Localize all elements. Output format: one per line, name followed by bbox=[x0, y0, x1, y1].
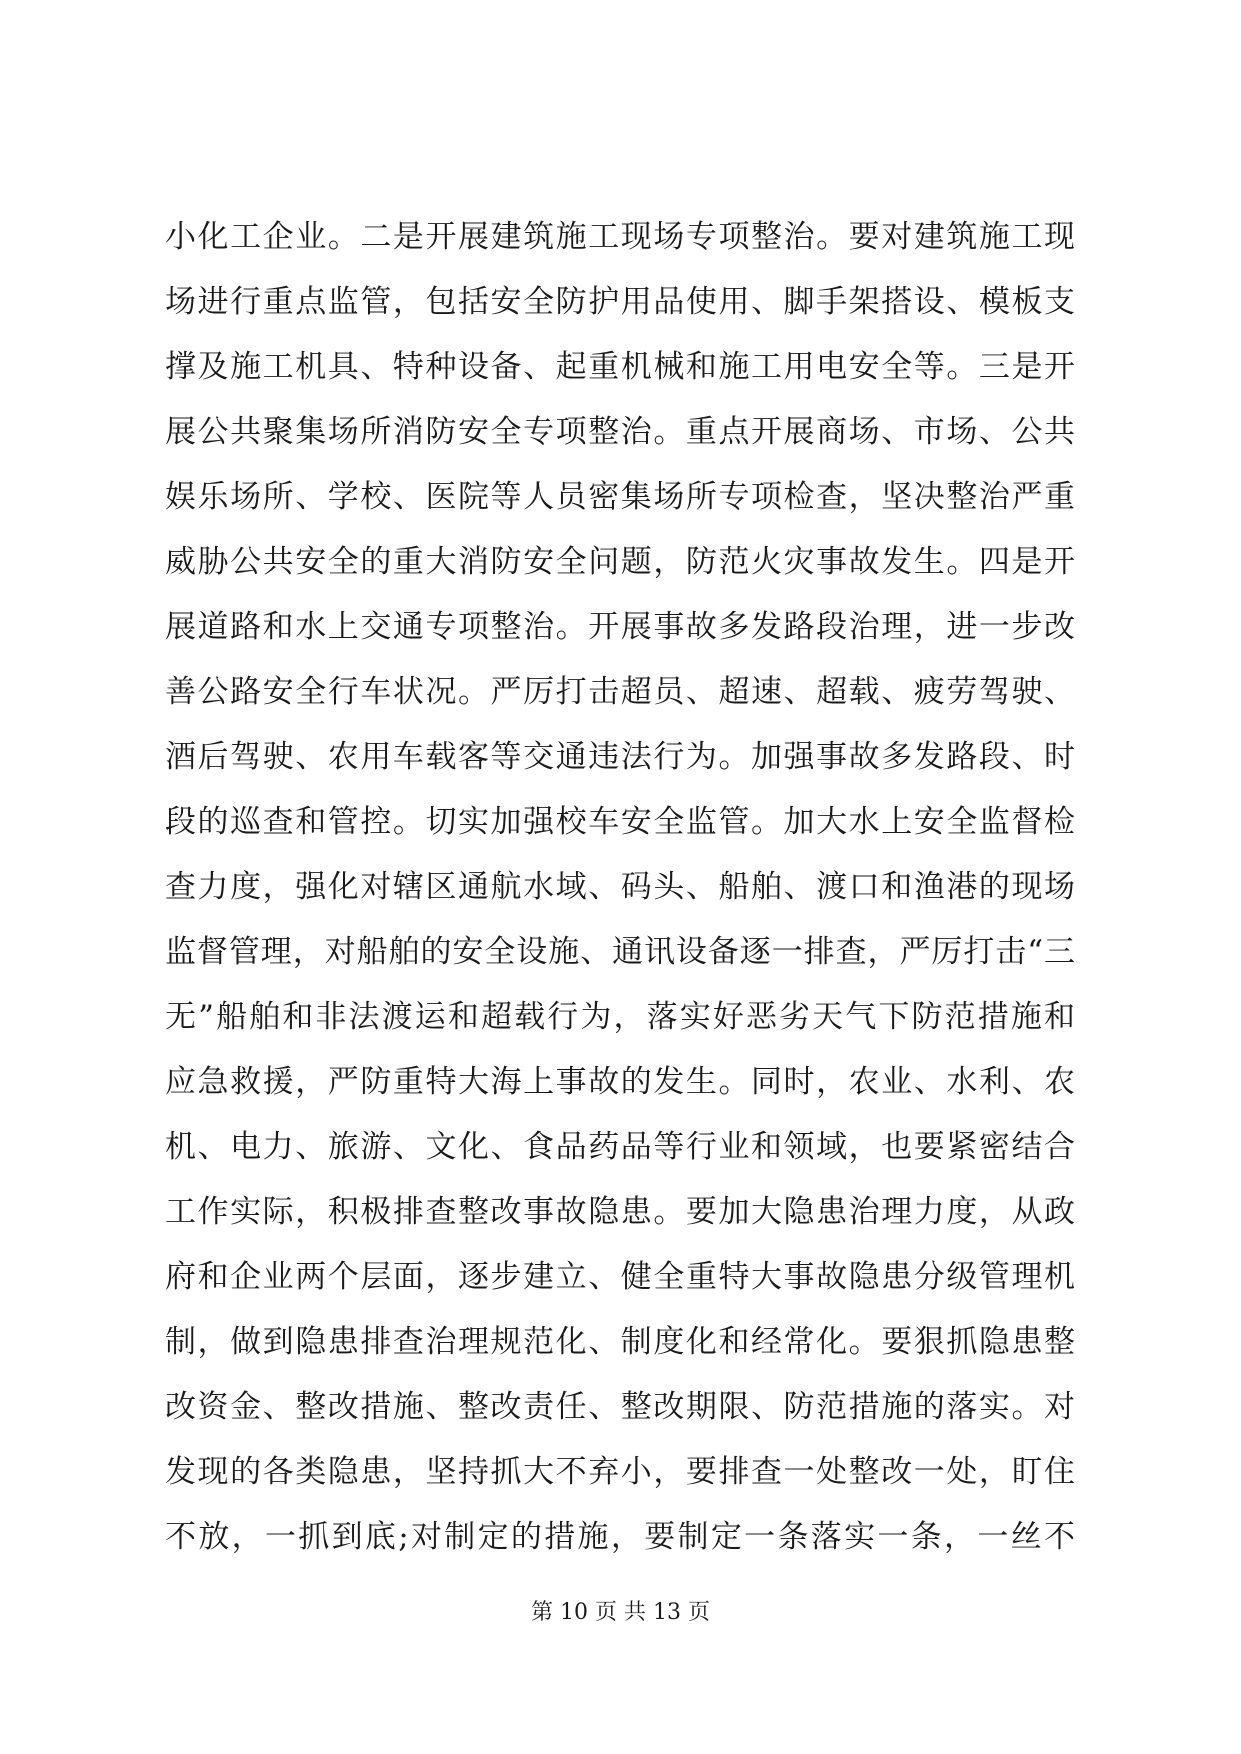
text-line: 机、电力、旅游、文化、食品药品等行业和领域，也要紧密结合 bbox=[165, 1129, 1075, 1165]
text-line: 撑及施工机具、特种设备、起重机械和施工用电安全等。三是开 bbox=[165, 349, 1075, 385]
text-line: 工作实际，积极排查整改事故隐患。要加大隐患治理力度，从政 bbox=[165, 1194, 1075, 1230]
text-line: 娱乐场所、学校、医院等人员密集场所专项检查，坚决整治严重 bbox=[165, 479, 1075, 515]
text-line: 制，做到隐患排查治理规范化、制度化和经常化。要狠抓隐患整 bbox=[165, 1324, 1075, 1360]
text-line: 不放，一抓到底;对制定的措施，要制定一条落实一条，一丝不 bbox=[165, 1519, 1075, 1555]
text-line: 无”船舶和非法渡运和超载行为，落实好恶劣天气下防范措施和 bbox=[165, 999, 1075, 1035]
text-line: 展道路和水上交通专项整治。开展事故多发路段治理，进一步改 bbox=[165, 609, 1075, 645]
text-line: 查力度，强化对辖区通航水域、码头、船舶、渡口和渔港的现场 bbox=[165, 869, 1075, 905]
text-line: 威胁公共安全的重大消防安全问题，防范火灾事故发生。四是开 bbox=[165, 544, 1075, 580]
text-line: 酒后驾驶、农用车载客等交通违法行为。加强事故多发路段、时 bbox=[165, 739, 1075, 775]
text-line: 善公路安全行车状况。严厉打击超员、超速、超载、疲劳驾驶、 bbox=[165, 674, 1075, 710]
text-line: 应急救援，严防重特大海上事故的发生。同时，农业、水利、农 bbox=[165, 1064, 1075, 1100]
text-line: 展公共聚集场所消防安全专项整治。重点开展商场、市场、公共 bbox=[165, 414, 1075, 450]
text-line: 场进行重点监管，包括安全防护用品使用、脚手架搭设、模板支 bbox=[165, 284, 1075, 320]
text-line: 段的巡查和管控。切实加强校车安全监管。加大水上安全监督检 bbox=[165, 804, 1075, 840]
body-paragraph bbox=[165, 205, 1075, 1570]
text-line: 监督管理，对船舶的安全设施、通讯设备逐一排查，严厉打击“三 bbox=[165, 934, 1075, 970]
text-line: 府和企业两个层面，逐步建立、健全重特大事故隐患分级管理机 bbox=[165, 1259, 1075, 1295]
text-line: 改资金、整改措施、整改责任、整改期限、防范措施的落实。对 bbox=[165, 1389, 1075, 1425]
page-footer: 第 10 页 共 13 页 bbox=[531, 1600, 710, 1625]
text-line: 发现的各类隐患，坚持抓大不弃小，要排查一处整改一处，盯住 bbox=[165, 1454, 1075, 1490]
text-line: 小化工企业。二是开展建筑施工现场专项整治。要对建筑施工现 bbox=[165, 219, 1075, 255]
